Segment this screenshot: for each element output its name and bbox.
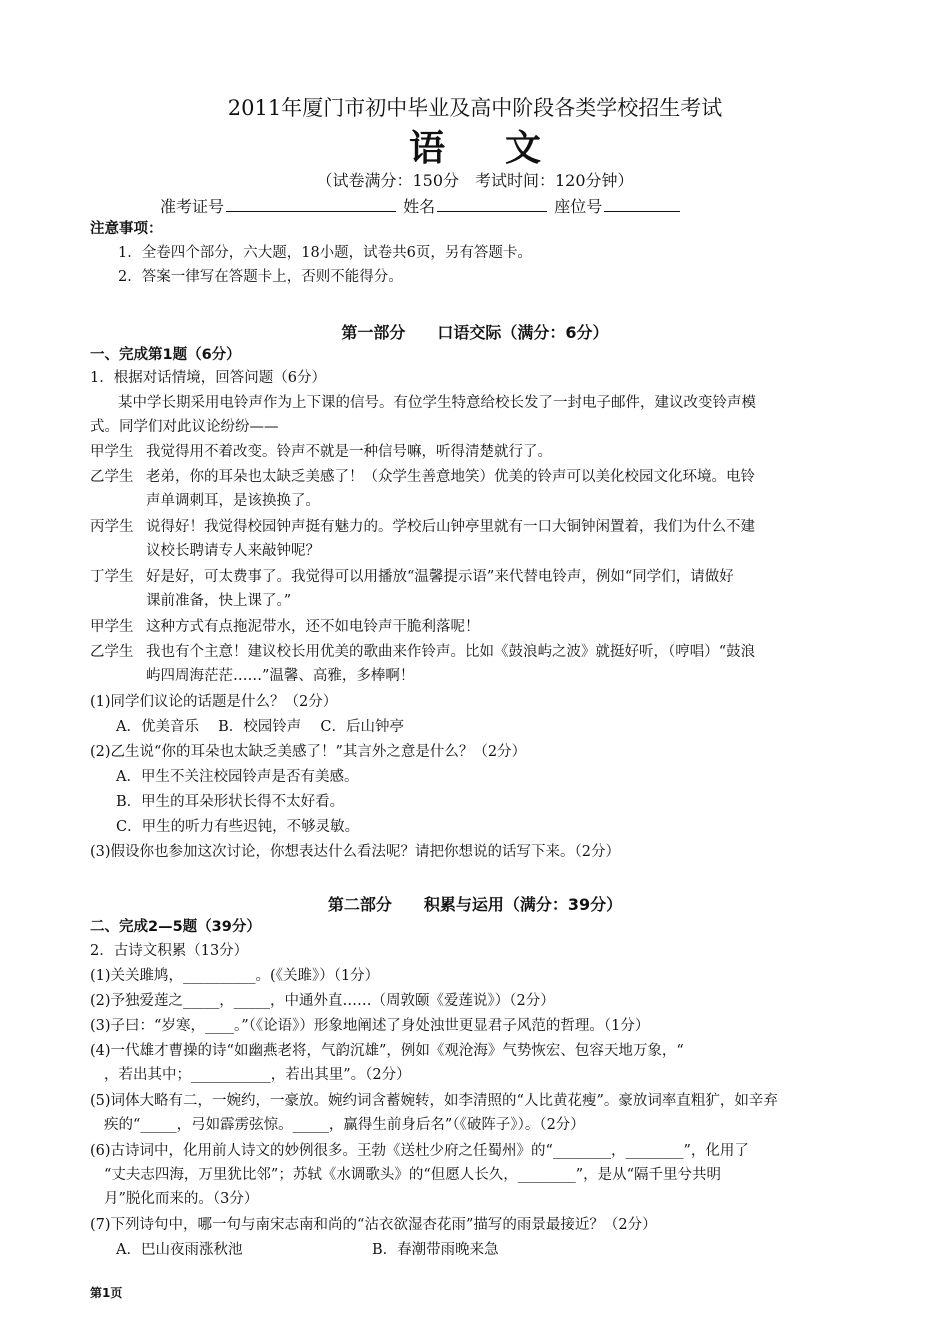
speech-continued: 屿四周海茫茫……”温馨、高雅，多棒啊！ — [146, 668, 415, 684]
dialogue-line — [90, 618, 480, 636]
dialogue-line — [90, 468, 755, 486]
dialogue-line — [90, 443, 552, 461]
speech: 这种方式有点拖泥带水，还不如电铃声干脆利落呢！ — [146, 619, 480, 635]
notice-heading: 注意事项： — [90, 221, 163, 237]
poetry-item: (5)词体大略有二，一婉约，一豪放。婉约词含蓄婉转，如李清照的“人比黄花瘦”。豪放词率直粗犷，如辛弃 — [90, 1093, 778, 1109]
seat-blank — [604, 197, 680, 212]
subquestion-2-option: A．甲生不关注校园铃声是否有美感。 — [116, 769, 359, 785]
speech: 我觉得用不着改变。铃声不就是一种信号嘛，听得清楚就行了。 — [146, 444, 552, 460]
part1-heading: 第一部分 口语交际（满分：6分） — [341, 323, 609, 342]
speech-continued: 议校长聘请专人来敲钟呢？ — [146, 543, 320, 559]
speaker: 丙学生 — [90, 519, 134, 535]
speech: 我也有个主意！建议校长用优美的歌曲来作铃声。比如《鼓浪屿之波》就挺好听，（哼唱）“鼓浪 — [146, 644, 756, 660]
intro-line: 某中学长期采用电铃声作为上下课的信号。有位学生特意给校长发了一封电子邮件，建议改变铃声模 — [118, 395, 756, 411]
speech: 说得好！我觉得校园钟声挺有魅力的。学校后山钟亭里就有一口大铜钟闲置着，我们为什么不建 — [146, 519, 755, 535]
q7-option-b: B．春潮带雨晚来急 — [372, 1242, 499, 1258]
poetry-item-continued: 疾的“_____，弓如霹雳弦惊。_____，赢得生前身后名”（《破阵子》）。（2分） — [104, 1117, 585, 1133]
exam-meta: （试卷满分：150分 考试时间：120分钟） — [316, 171, 634, 190]
candidate-fields — [160, 194, 682, 217]
poetry-item: (1)关关雎鸠，__________。(《关雎》）（1分） — [90, 968, 380, 984]
page-number: 第1页 — [90, 1286, 123, 1300]
poetry-item: (4)一代雄才曹操的诗“如幽燕老将，气韵沉雄”，例如《观沧海》气势恢宏、包容天地万象，“ — [90, 1043, 684, 1059]
speech-continued: 声单调刺耳，是该换换了。 — [146, 493, 320, 509]
subquestion-2-option: B．甲生的耳朵形状长得不太好看。 — [116, 794, 345, 810]
poetry-item-continued: 月”脱化而来的。（3分） — [104, 1191, 259, 1207]
dialogue-line — [90, 643, 755, 661]
name-label: 姓名 — [403, 197, 436, 216]
exam-title: 2011年厦门市初中毕业及高中阶段各类学校招生考试 — [227, 96, 723, 120]
speech: 老弟，你的耳朵也太缺乏美感了！（众学生善意地笑）优美的铃声可以美化校园文化环境。电铃 — [146, 469, 755, 485]
speaker: 乙学生 — [90, 469, 134, 485]
speaker: 甲学生 — [90, 619, 134, 635]
subject-title: 语文 — [408, 127, 601, 169]
poetry-item-continued: ，若出其中；___________，若出其里”。（2分） — [104, 1067, 411, 1083]
speaker: 乙学生 — [90, 644, 134, 660]
part1-subheading: 一、完成第1题（6分） — [90, 347, 241, 363]
poetry-item: (3)子曰：“岁寒，____。”（《论语》）形象地阐述了身处浊世更显君子风范的哲理。（1分） — [90, 1018, 650, 1034]
dialogue-line — [90, 518, 755, 536]
notice-item: 2．答案一律写在答题卡上，否则不能得分。 — [118, 269, 403, 285]
name-blank — [437, 197, 547, 212]
speech-continued: 课前准备，快上课了。” — [146, 593, 292, 609]
poetry-item: (2)予独爱莲之_____，_____，中通外直……（周敦颐《爱莲说》）（2分） — [90, 993, 555, 1009]
poetry-item: (7)下列诗句中，哪一句与南宋志南和尚的“沾衣欲湿杏花雨”描写的雨景最接近？（2分） — [90, 1217, 657, 1233]
part2-subheading: 二、完成2—5题（39分） — [90, 919, 261, 935]
subquestion-3: (3)假设你也参加这次讨论，你想表达什么看法呢？请把你想说的话写下来。（2分） — [90, 844, 621, 860]
speaker: 丁学生 — [90, 569, 134, 585]
q7-option-a: A．巴山夜雨涨秋池 — [116, 1242, 243, 1258]
seat-label: 座位号 — [554, 197, 603, 216]
poetry-item: (6)古诗词中，化用前人诗文的妙例很多。王勃《送杜少府之任蜀州》的“________，________”，化用了 — [90, 1143, 749, 1159]
subquestion-2: (2)乙生说“你的耳朵也太缺乏美感了！”其言外之意是什么？（2分） — [90, 744, 527, 760]
part2-heading: 第二部分 积累与运用（满分：39分） — [327, 895, 623, 914]
id-label: 准考证号 — [160, 197, 225, 216]
intro-line: 式。同学们对此议论纷纷—— — [90, 419, 279, 435]
subquestion-1: (1)同学们议论的话题是什么？（2分） — [90, 694, 338, 710]
question-1-title: 1．根据对话情境，回答问题（6分） — [90, 370, 326, 386]
subquestion-2-option: C．甲生的听力有些迟钝，不够灵敏。 — [116, 819, 360, 835]
speech: 好是好，可太费事了。我觉得可以用播放“温馨提示语”来代替电铃声，例如“同学们，请做好 — [146, 569, 734, 585]
poetry-item-continued: “丈夫志四海，万里犹比邻”；苏轼《水调歌头》的“但愿人长久，________”，是从“隔千里兮共明 — [104, 1167, 722, 1183]
notice-item: 1．全卷四个部分，六大题，18小题，试卷共6页，另有答题卡。 — [118, 245, 532, 261]
subquestion-1-options: A．优美音乐 B．校园铃声 C．后山钟亭 — [116, 719, 404, 735]
speaker: 甲学生 — [90, 444, 134, 460]
id-blank — [226, 197, 396, 212]
question-2-title: 2．古诗文积累（13分） — [90, 943, 249, 959]
dialogue-line — [90, 568, 734, 586]
